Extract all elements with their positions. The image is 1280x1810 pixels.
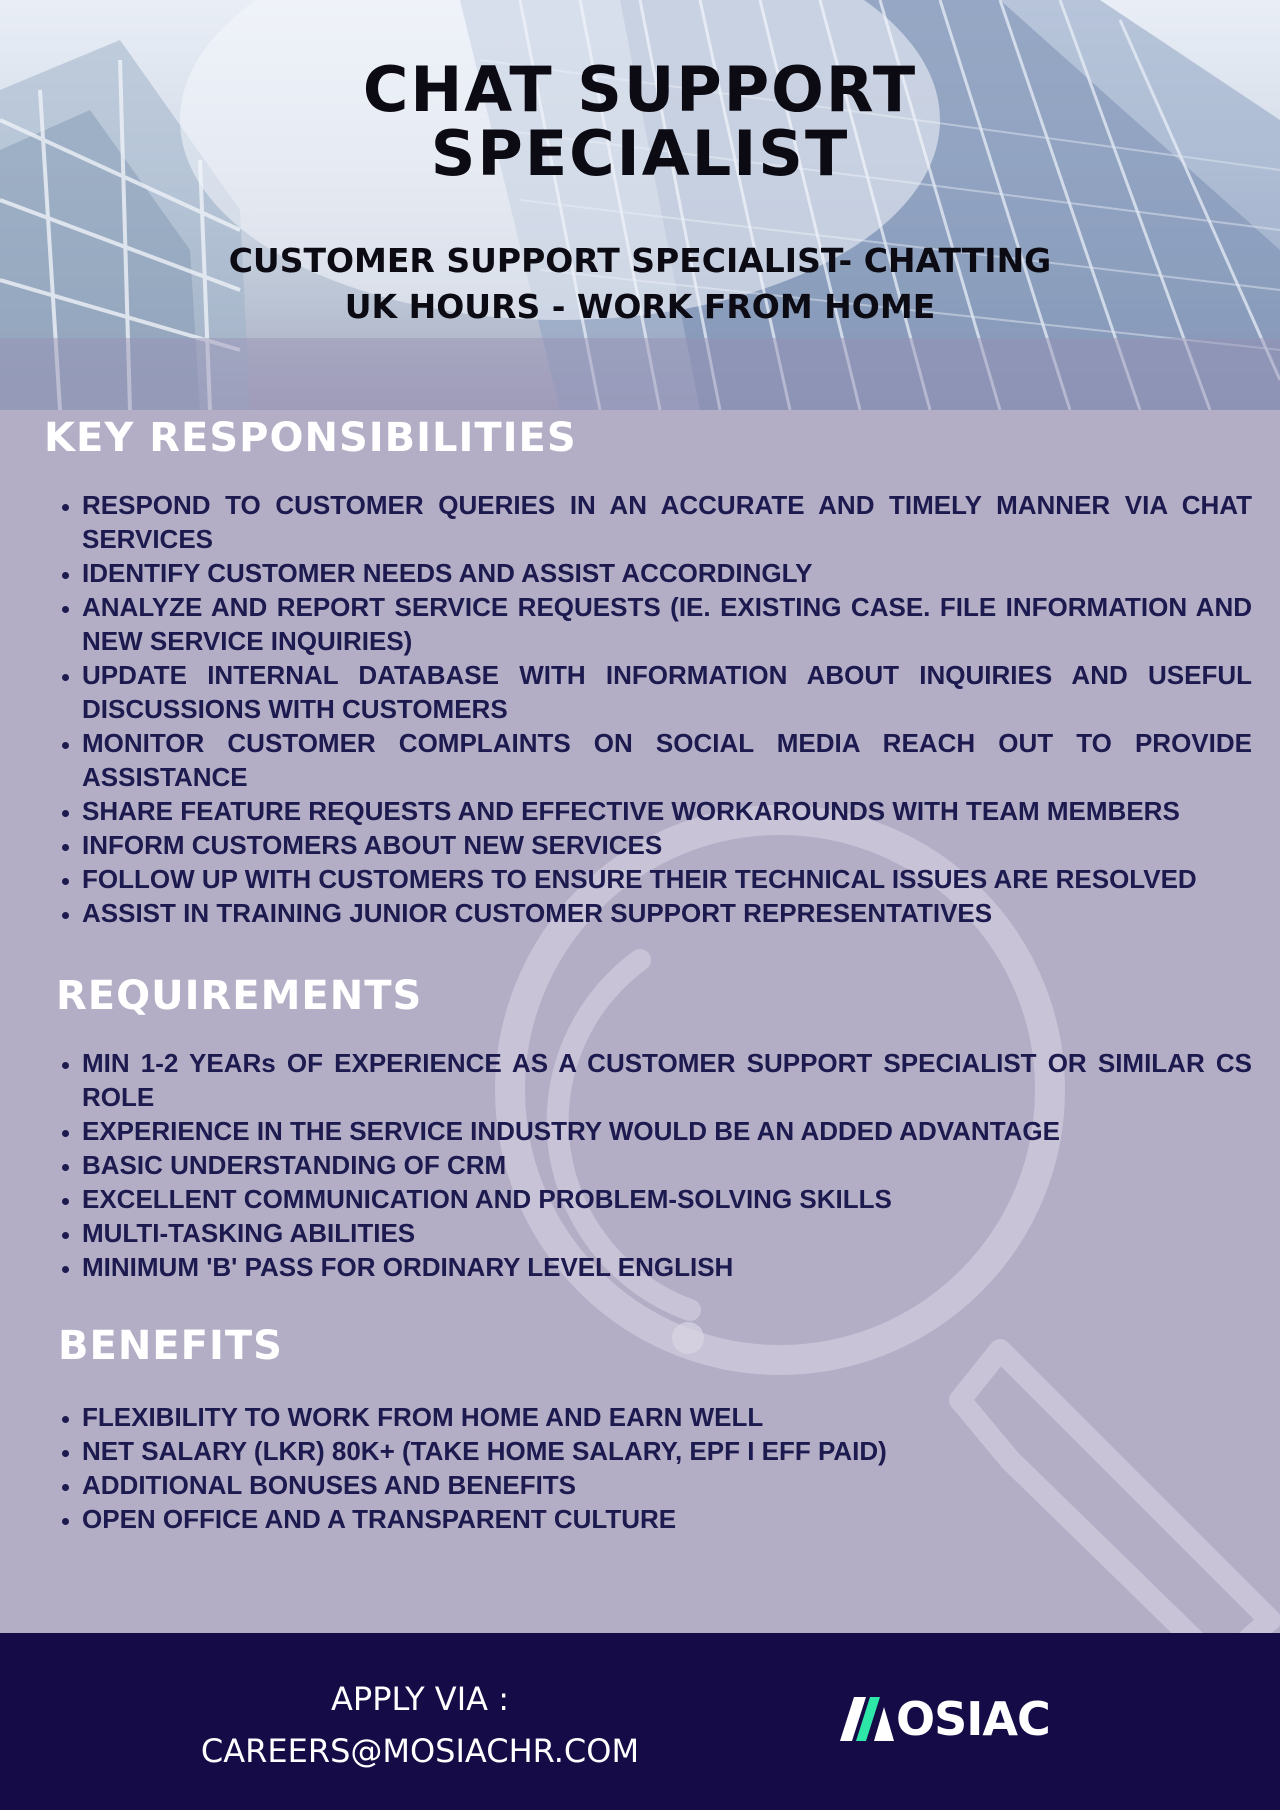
list-item: • MULTI-TASKING ABILITIES (82, 1216, 1252, 1250)
requirements-heading: REQUIREMENTS (56, 973, 423, 1019)
list-item: • MIN 1-2 YEARs OF EXPERIENCE AS A CUSTOMER SUPPORT SPECIALIST OR SIMILAR CS ROLE (82, 1046, 1252, 1114)
requirements-list (52, 1046, 1252, 1284)
page-subtitle (0, 238, 1280, 330)
list-item: • ADDITIONAL BONUSES AND BENEFITS (82, 1468, 1252, 1502)
list-item: • EXCELLENT COMMUNICATION AND PROBLEM-SOLVING SKILLS (82, 1182, 1252, 1216)
footer (0, 1633, 1280, 1810)
apply-label: APPLY VIA : (331, 1680, 509, 1718)
list-item: • MINIMUM 'B' PASS FOR ORDINARY LEVEL ENGLISH (82, 1250, 1252, 1284)
list-item: • EXPERIENCE IN THE SERVICE INDUSTRY WOULD BE AN ADDED ADVANTAGE (82, 1114, 1252, 1148)
title-line-1: CHAT SUPPORT (362, 53, 918, 126)
subtitle-line-1: CUSTOMER SUPPORT SPECIALIST- CHATTING (228, 241, 1052, 280)
responsibilities-list (52, 488, 1252, 930)
responsibilities-heading: KEY RESPONSIBILITIES (44, 415, 577, 461)
list-item: • ANALYZE AND REPORT SERVICE REQUESTS (IE. EXISTING CASE. FILE INFORMATION AND NEW SERVICE INQUIRIES) (82, 590, 1252, 658)
mosiac-logo (840, 1689, 1050, 1749)
list-item: • RESPOND TO CUSTOMER QUERIES IN AN ACCURATE AND TIMELY MANNER VIA CHAT SERVICES (82, 488, 1252, 556)
list-item: • SHARE FEATURE REQUESTS AND EFFECTIVE WORKAROUNDS WITH TEAM MEMBERS (82, 794, 1252, 828)
benefits-list (52, 1400, 1252, 1536)
mosiac-logo-icon (840, 1697, 900, 1741)
list-item: • ASSIST IN TRAINING JUNIOR CUSTOMER SUPPORT REPRESENTATIVES (82, 896, 1252, 930)
title-line-2: SPECIALIST (430, 117, 850, 190)
logo-text: OSIAC (896, 1692, 1050, 1746)
list-item: • OPEN OFFICE AND A TRANSPARENT CULTURE (82, 1502, 1252, 1536)
list-item: • IDENTIFY CUSTOMER NEEDS AND ASSIST ACCORDINGLY (82, 556, 1252, 590)
list-item: • MONITOR CUSTOMER COMPLAINTS ON SOCIAL MEDIA REACH OUT TO PROVIDE ASSISTANCE (82, 726, 1252, 794)
list-item: • BASIC UNDERSTANDING OF CRM (82, 1148, 1252, 1182)
benefits-heading: BENEFITS (58, 1323, 283, 1369)
list-item: • FOLLOW UP WITH CUSTOMERS TO ENSURE THEIR TECHNICAL ISSUES ARE RESOLVED (82, 862, 1252, 896)
list-item: • UPDATE INTERNAL DATABASE WITH INFORMATION ABOUT INQUIRIES AND USEFUL DISCUSSIONS WITH CUSTOMERS (82, 658, 1252, 726)
hero-band (0, 338, 1280, 410)
list-item: • NET SALARY (LKR) 80K+ (TAKE HOME SALARY, EPF I EFF PAID) (82, 1434, 1252, 1468)
apply-email[interactable]: CAREERS@MOSIACHR.COM (200, 1732, 640, 1770)
list-item: • FLEXIBILITY TO WORK FROM HOME AND EARN WELL (82, 1400, 1252, 1434)
page-title (0, 53, 1280, 190)
apply-info (140, 1673, 700, 1777)
subtitle-line-2: UK HOURS - WORK FROM HOME (344, 287, 936, 326)
list-item: • INFORM CUSTOMERS ABOUT NEW SERVICES (82, 828, 1252, 862)
